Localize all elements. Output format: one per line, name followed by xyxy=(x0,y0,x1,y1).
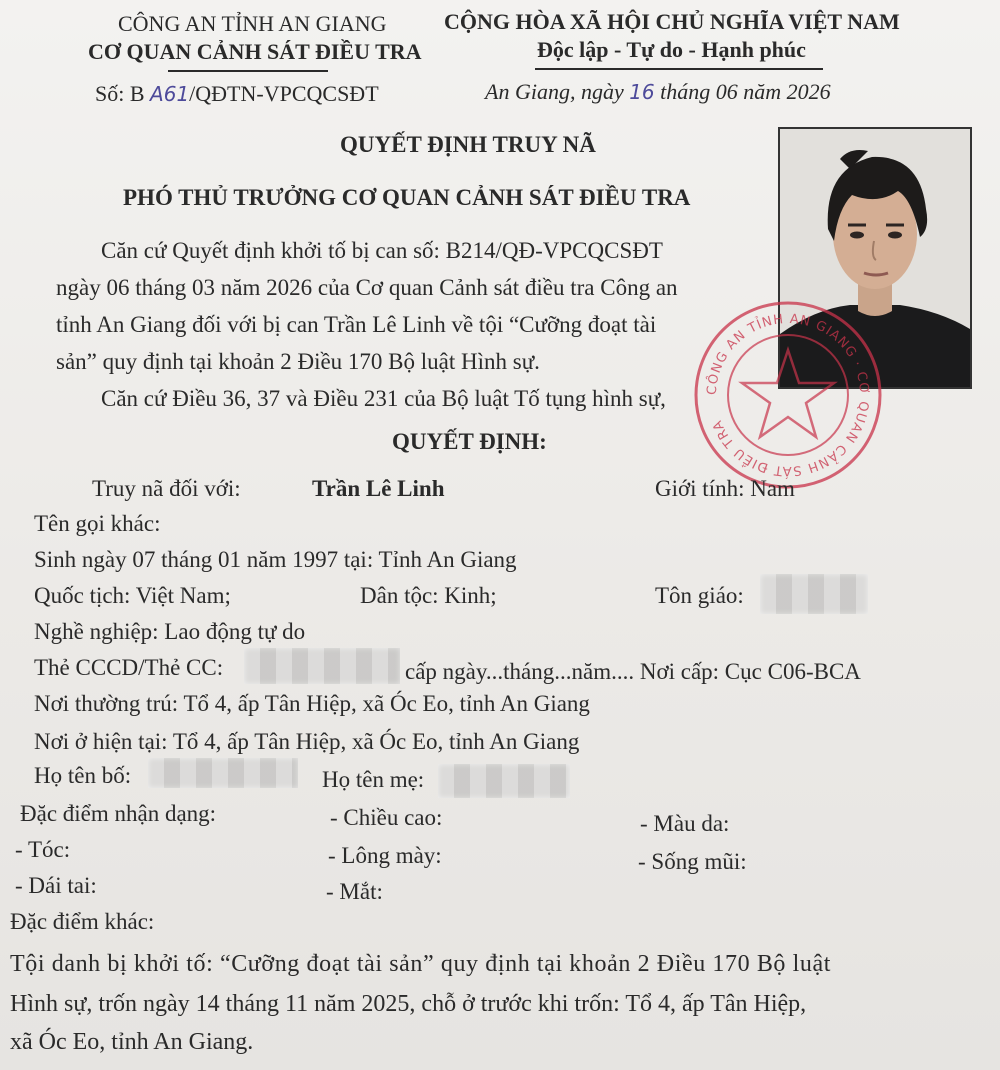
id-card-issue: cấp ngày...tháng...năm.... Nơi cấp: Cục C06-BCA xyxy=(405,659,861,684)
feature-ears: - Dái tai: xyxy=(15,873,97,898)
doc-number xyxy=(95,80,379,108)
id-card-redaction xyxy=(244,648,400,684)
permanent-address: Nơi thường trú: Tổ 4, ấp Tân Hiệp, xã Óc Eo, tỉnh An Giang xyxy=(34,691,590,716)
identifying-features-label: Đặc điểm nhận dạng: xyxy=(20,801,217,826)
birth-info: Sinh ngày 07 tháng 01 năm 1997 tại: Tỉnh An Giang xyxy=(34,547,517,572)
basis-line-3: tỉnh An Giang đối với bị can Trần Lê Linh về tội “Cưỡng đoạt tài xyxy=(56,312,657,337)
doc-number-suffix: /QĐTN-VPCQCSĐT xyxy=(189,81,379,106)
agency-underline xyxy=(168,70,328,72)
wanted-label: Truy nã đối với: xyxy=(92,476,241,501)
father-name: Họ tên bố: xyxy=(34,763,132,788)
feature-eyebrows: - Lông mày: xyxy=(328,843,442,868)
motto-underline xyxy=(535,68,823,70)
agency-parent: CÔNG AN TỈNH AN GIANG xyxy=(118,11,387,36)
country-name: CỘNG HÒA XÃ HỘI CHỦ NGHĨA VIỆT NAM xyxy=(444,9,900,34)
wanted-name: Trần Lê Linh xyxy=(312,476,445,501)
agency-name: CƠ QUAN CẢNH SÁT ĐIỀU TRA xyxy=(88,39,422,64)
basis-line-5: Căn cứ Điều 36, 37 và Điều 231 của Bộ luật Tố tụng hình sự, xyxy=(101,386,666,411)
feature-nose: - Sống mũi: xyxy=(638,849,747,874)
national-motto: Độc lập - Tự do - Hạnh phúc xyxy=(537,37,806,62)
doc-number-prefix: Số: B xyxy=(95,81,145,106)
other-features: Đặc điểm khác: xyxy=(10,909,155,934)
document-title: QUYẾT ĐỊNH TRUY NÃ xyxy=(340,132,596,157)
doc-number-handwritten: A61 xyxy=(150,82,190,106)
current-address: Nơi ở hiện tại: Tổ 4, ấp Tân Hiệp, xã Óc Eo, tỉnh An Giang xyxy=(34,729,580,754)
issue-date xyxy=(485,78,831,106)
mother-name: Họ tên mẹ: xyxy=(322,767,425,792)
issuing-authority: PHÓ THỦ TRƯỞNG CƠ QUAN CẢNH SÁT ĐIỀU TRA xyxy=(123,185,691,210)
charge-line-3: xã Óc Eo, tỉnh An Giang. xyxy=(10,1029,254,1055)
religion: Tôn giáo: xyxy=(655,583,744,608)
basis-line-2: ngày 06 tháng 03 năm 2026 của Cơ quan Cảnh sát điều tra Công an xyxy=(56,275,678,300)
mother-name-redaction xyxy=(438,764,570,798)
father-name-redaction xyxy=(148,758,298,788)
basis-line-4: sản” quy định tại khoản 2 Điều 170 Bộ luật Hình sự. xyxy=(56,349,540,374)
nationality: Quốc tịch: Việt Nam; xyxy=(34,583,231,608)
date-day-handwritten: 16 xyxy=(629,80,655,104)
date-prefix: An Giang, ngày xyxy=(485,79,624,104)
basis-line-1: Căn cứ Quyết định khởi tố bị can số: B214/QĐ-VPCQCSĐT xyxy=(101,238,663,263)
charge-line-1: Tội danh bị khởi tố: “Cưỡng đoạt tài sản” quy định tại khoản 2 Điều 170 Bộ luật xyxy=(10,951,832,977)
occupation: Nghề nghiệp: Lao động tự do xyxy=(34,619,306,644)
feature-skin: - Màu da: xyxy=(640,811,730,836)
decision-heading: QUYẾT ĐỊNH: xyxy=(392,429,547,454)
stamp-ring-text: CÔNG AN TỈNH AN GIANG · CƠ QUAN CẢNH SÁT ĐIỀU TRA xyxy=(704,311,872,479)
alias: Tên gọi khác: xyxy=(34,511,161,536)
feature-height: - Chiều cao: xyxy=(330,805,443,830)
date-suffix: tháng 06 năm 2026 xyxy=(660,79,831,104)
ethnicity: Dân tộc: Kinh; xyxy=(360,583,497,608)
id-card-label: Thẻ CCCD/Thẻ CC: xyxy=(34,655,224,680)
svg-text:CÔNG AN TỈNH AN GIANG · CƠ QUA xyxy=(705,312,871,479)
feature-hair: - Tóc: xyxy=(15,837,71,862)
charge-line-2: Hình sự, trốn ngày 14 tháng 11 năm 2025, chỗ ở trước khi trốn: Tổ 4, ấp Tân Hiệp, xyxy=(10,991,807,1017)
gender: Giới tính: Nam xyxy=(655,476,795,501)
official-red-stamp xyxy=(688,295,888,495)
religion-redaction xyxy=(760,574,868,614)
feature-eyes: - Mắt: xyxy=(326,879,383,904)
